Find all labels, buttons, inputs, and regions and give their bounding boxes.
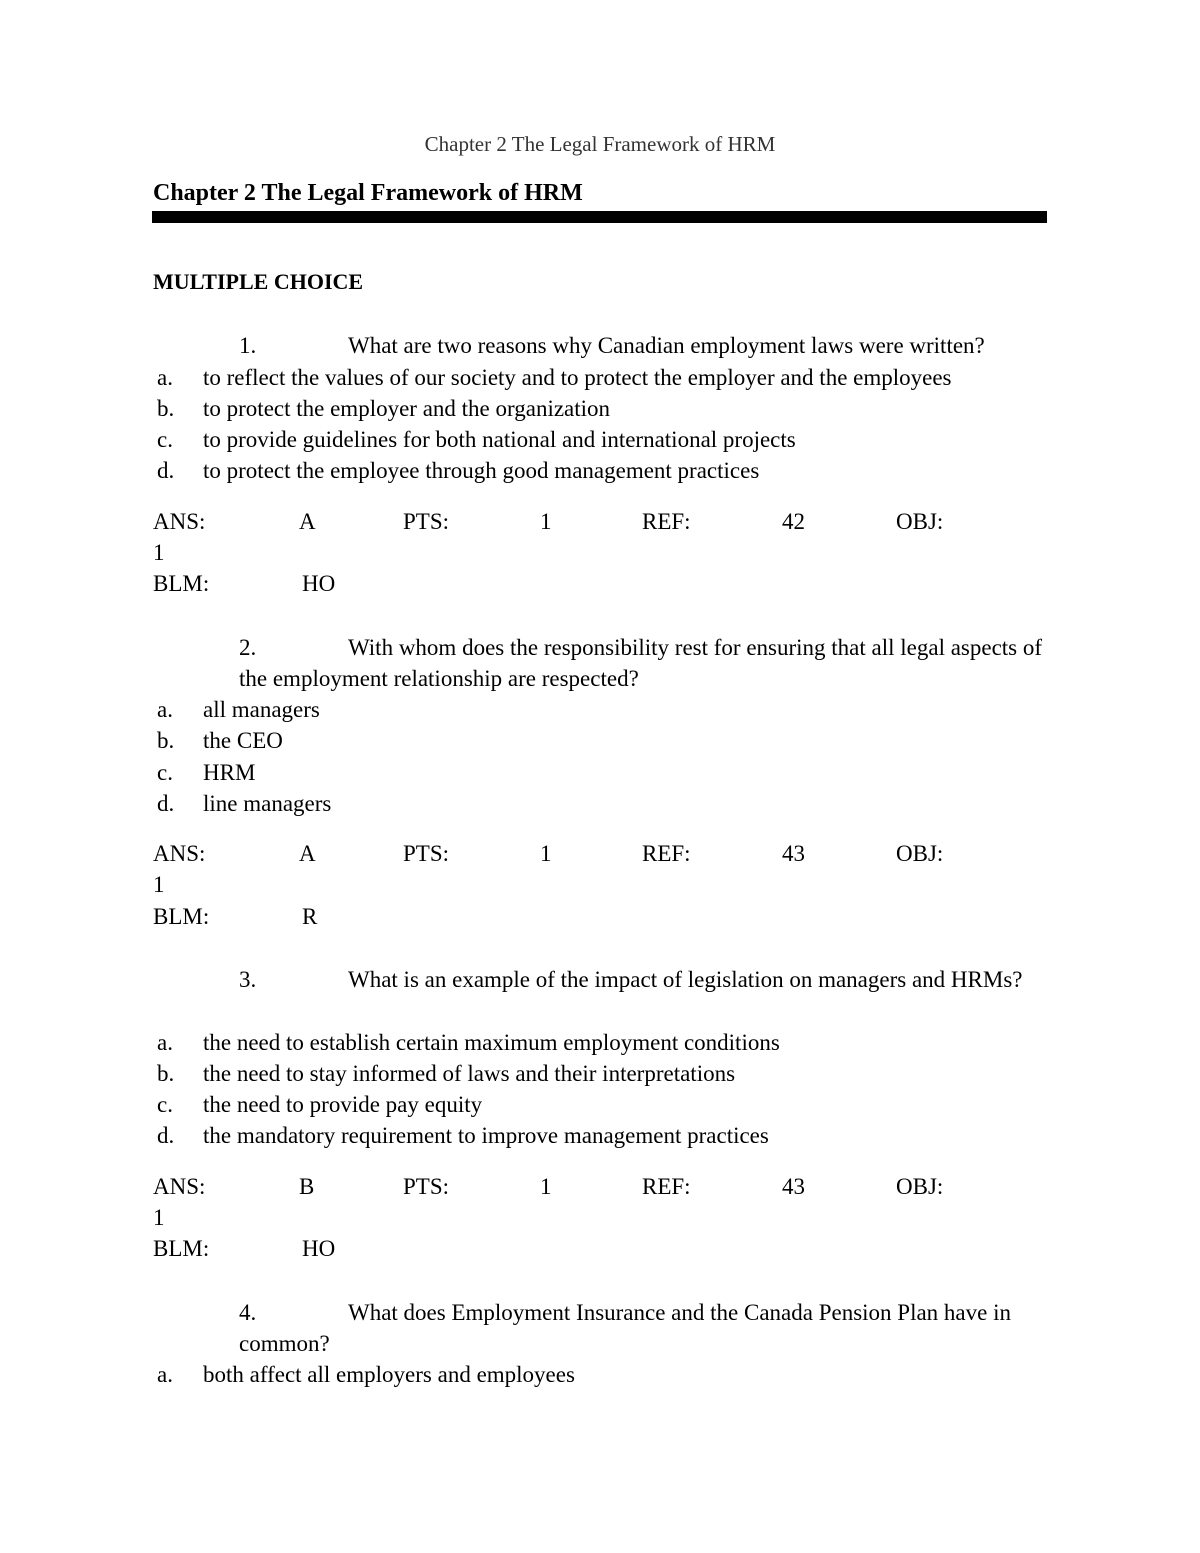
pts-label: PTS:	[403, 841, 450, 866]
ref-label: REF:	[642, 509, 691, 534]
option-text: to protect the employee through good management practices	[203, 458, 760, 483]
blm-label: BLM:	[153, 571, 210, 596]
answer-option	[157, 424, 796, 455]
pts-value: 1	[540, 509, 552, 534]
ans-value: A	[299, 841, 316, 866]
obj-label: OBJ:	[896, 1174, 944, 1199]
blm-value: R	[302, 904, 318, 929]
question-number: 1.	[239, 333, 257, 358]
answer-option	[157, 362, 952, 393]
ref-value: 43	[782, 1174, 805, 1199]
question-stem	[239, 330, 1059, 361]
answer-option	[157, 393, 610, 424]
option-letter: c.	[157, 760, 173, 785]
blm-value: HO	[302, 1236, 336, 1261]
question-number: 2.	[239, 635, 257, 660]
option-text: both affect all employers and employees	[203, 1362, 575, 1387]
answer-option	[157, 1058, 735, 1089]
option-letter: d.	[157, 1123, 175, 1148]
pts-value: 1	[540, 1174, 552, 1199]
option-letter: a.	[157, 697, 173, 722]
blm-label: BLM:	[153, 1236, 210, 1261]
pts-label: PTS:	[403, 509, 450, 534]
option-letter: a.	[157, 1362, 173, 1387]
answer-option	[157, 1089, 482, 1120]
answer-option	[157, 725, 283, 756]
ans-value: B	[299, 1174, 315, 1199]
ref-value: 43	[782, 841, 805, 866]
answer-option	[157, 757, 255, 788]
pts-label: PTS:	[403, 1174, 450, 1199]
answer-option	[157, 694, 320, 725]
option-text: the need to establish certain maximum employment conditions	[203, 1030, 780, 1055]
answer-option	[157, 788, 331, 819]
question-text: What is an example of the impact of legislation on managers and HRMs?	[348, 967, 1023, 992]
answer-option	[157, 455, 759, 486]
ans-label: ANS:	[153, 1174, 206, 1199]
option-text: the need to stay informed of laws and their interpretations	[203, 1061, 736, 1086]
option-letter: d.	[157, 791, 175, 816]
answer-option	[157, 1120, 769, 1151]
ref-label: REF:	[642, 841, 691, 866]
question-stem	[239, 1297, 1059, 1359]
option-text: the CEO	[203, 728, 283, 753]
option-text: to protect the employer and the organization	[203, 396, 611, 421]
ans-label: ANS:	[153, 509, 206, 534]
ref-label: REF:	[642, 1174, 691, 1199]
option-letter: a.	[157, 1030, 173, 1055]
answer-option	[157, 1027, 780, 1058]
option-text: HRM	[203, 760, 256, 785]
question-stem	[239, 632, 1059, 694]
answer-option	[157, 1359, 575, 1390]
option-text: all managers	[203, 697, 320, 722]
question-number: 3.	[239, 967, 257, 992]
obj-value: 1	[153, 540, 165, 565]
question-text: With whom does the responsibility rest for ensuring that all legal aspects of the employment relationship are respected?	[239, 635, 1043, 691]
question-stem	[239, 964, 1059, 995]
pts-value: 1	[540, 841, 552, 866]
question-number: 4.	[239, 1300, 257, 1325]
title-rule	[152, 211, 1047, 223]
option-letter: b.	[157, 396, 175, 421]
section-heading: MULTIPLE CHOICE	[153, 269, 364, 294]
option-text: the need to provide pay equity	[203, 1092, 483, 1117]
blm-value: HO	[302, 571, 336, 596]
obj-label: OBJ:	[896, 841, 944, 866]
option-text: to reflect the values of our society and to protect the employer and the employees	[203, 365, 952, 390]
option-letter: c.	[157, 1092, 173, 1117]
question-text: What are two reasons why Canadian employment laws were written?	[348, 333, 985, 358]
obj-value: 1	[153, 872, 165, 897]
option-letter: d.	[157, 458, 175, 483]
obj-value: 1	[153, 1205, 165, 1230]
ans-label: ANS:	[153, 841, 206, 866]
running-header: Chapter 2 The Legal Framework of HRM	[424, 132, 776, 156]
option-letter: c.	[157, 427, 173, 452]
option-letter: a.	[157, 365, 173, 390]
option-letter: b.	[157, 728, 175, 753]
question-text: What does Employment Insurance and the Canada Pension Plan have in common?	[239, 1300, 1011, 1356]
option-letter: b.	[157, 1061, 175, 1086]
obj-label: OBJ:	[896, 509, 944, 534]
option-text: the mandatory requirement to improve management practices	[203, 1123, 769, 1148]
document-title: Chapter 2 The Legal Framework of HRM	[153, 180, 583, 206]
ans-value: A	[299, 509, 316, 534]
ref-value: 42	[782, 509, 805, 534]
blm-label: BLM:	[153, 904, 210, 929]
option-text: to provide guidelines for both national and international projects	[203, 427, 796, 452]
option-text: line managers	[203, 791, 332, 816]
